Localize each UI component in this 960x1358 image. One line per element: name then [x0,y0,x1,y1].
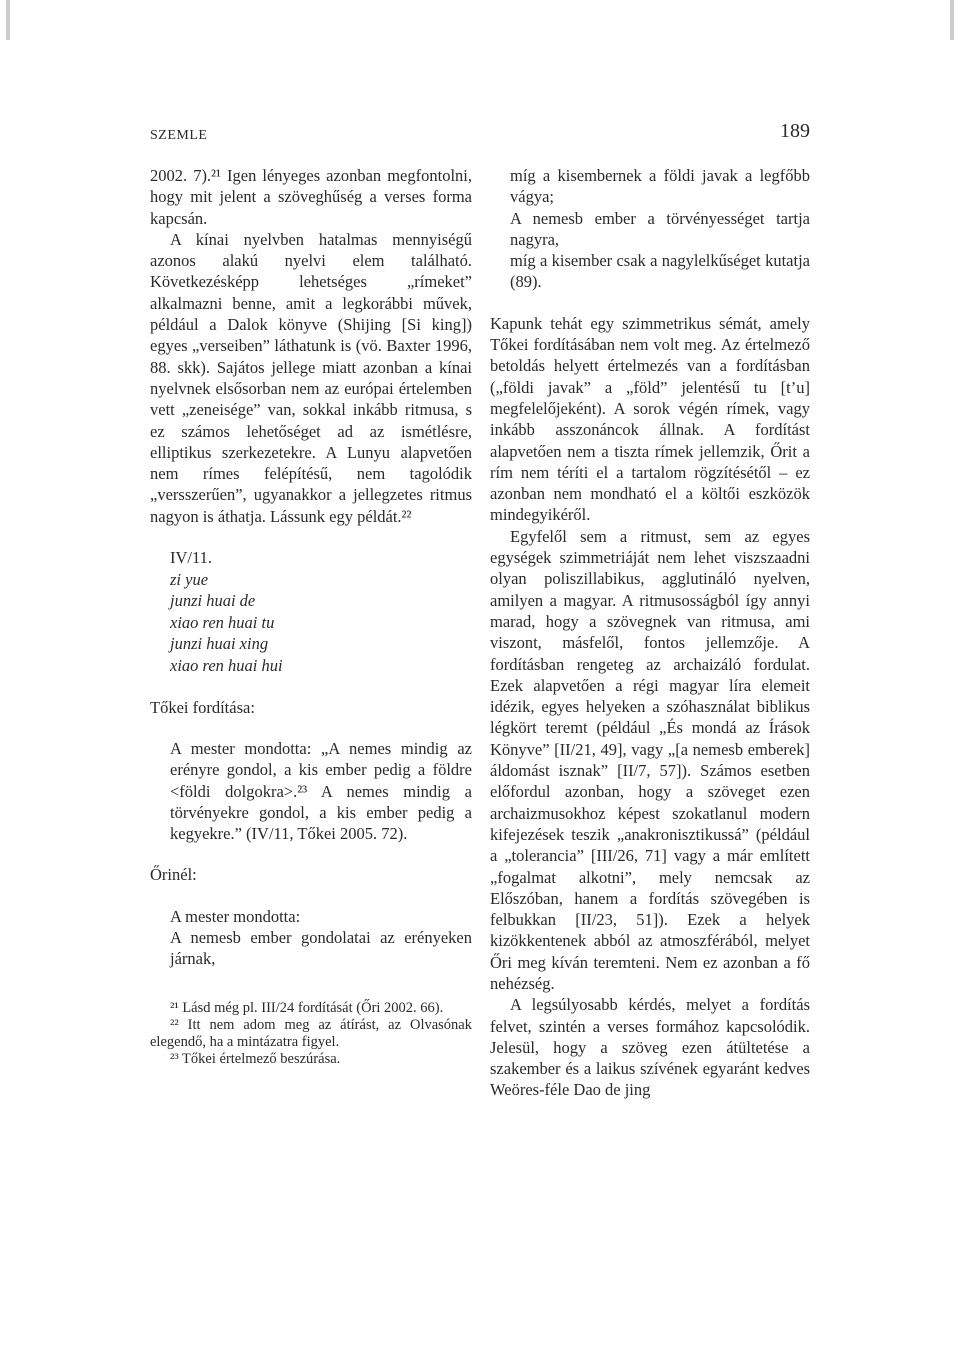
paragraph-rhyme: A kínai nyelvben hatalmas mennyiségű azonos alakú nyelvi elem található. Következésképp lehetséges „rímeket” alkalmazni benne, amit a legkorábbi művek, például a Dalok könyve (Shijing [Si king]) egyes „verseiben” láthatunk is (vö. Baxter 1996, 88. skk). Sajátos jellege miatt azonban a kínai nyelvnek elsősorban nem az európai értelemben vett „zeneisége” van, sokkal inkább ritmusa, s ez számos lehetőséget ad az ismétlésre, elliptikus szerkezetekre. A Lunyu alapvetően nem rímes felépítésű, nem tagolódik „versszerűen”, ugyanakkor a jellegzetes ritmus nagyon is áthatja. Lássunk egy példát.²² [150,229,472,526]
poem-line: xiao ren huai hui [170,656,283,676]
verse-line: míg a kisember csak a nagylelkűséget kutatja (89). [510,251,810,292]
right-column [490,165,810,1101]
section-title: SZEMLE [150,128,208,143]
transliterated-poem [170,547,472,677]
poem-line: junzi huai xing [170,634,269,654]
footnote-23: ²³ Tőkei értelmező beszúrása. [170,1050,341,1067]
ori-label: Őrinél: [150,865,197,885]
verse-line: míg a kisembernek a földi javak a legfőbb vágya; [510,166,810,207]
left-column [150,165,472,1068]
ori-translation-line: A mester mondotta: [170,906,301,926]
paragraph-rhythm: Egyfelől sem a ritmust, sem az egyes egységek szimmetriáját nem lehet viszszaadni olyan poliszillabikus, agglutináló nyelven, amilyen a magyar. A ritmusosságból így annyi marad, hogy a szövegnek van ritmusa, ami viszont, másfelől, fontos jellemzője. A fordításban rengeteg az archaizáló fordulat. Ezek alapvetően a régi magyar líra elemeit idézik, egyes helyeken a szóhasználat biblikus légkört teremt (például „És mondá az Írások Könyve” [II/21, 49], vagy „[a nemesb emberek] áldomást isznak” [II/7, 57]). Számos esetben előfordul azonban, hogy a szöveget ezen archaizmusokhoz képest szokatlanul modern kifejezések teszik „anakronisztikussá” (például a „tolerancia” [III/26, 71] vagy a már említett „fogalmat alkotni”, mely nemcsak az Előszóban, hanem a fordítás szövegében is felbukkan [II/23, 51]). Ezek a helyek kizökkentenek abból az atmoszférából, melyet Őri meg kíván teremteni. Nem ez azonban a fő nehézség. [490,526,810,993]
footnote-21: ²¹ Lásd még pl. III/24 fordítását (Őri 2002. 66). [170,999,444,1016]
paragraph-symmetry: Kapunk tehát egy szimmetrikus sémát, amely Tőkei fordításában nem volt meg. Az értelmező betoldás helyett értelmezés van a fordításban („földi javak” a „föld” jelentésű tu [t’u] megfelelőjeként). A sorok végén rímek, vagy inkább asszonáncok állnak. A fordítást alapvetően nem a tiszta rímek jellemzik, Őrit a rím nem téríti el a tartalom rögzítésétől – ez azonban nem mondható el a költői eszközök mindegyikéről. [490,313,810,525]
poem-line: junzi huai de [170,591,256,611]
tokei-label: Tőkei fordítása: [150,697,255,717]
running-header [150,120,810,150]
poem-line: xiao ren huai tu [170,612,275,632]
tokei-translation: A mester mondotta: „A nemes mindig az erényre gondol, a kis ember pedig a földre <földi dolgokra>.²³ A nemes mindig a törvényekre gondol, a kis ember pedig a kegyekre.” (IV/11, Tőkei 2005. 72). [170,738,472,844]
poem-reference: IV/11. [170,548,213,568]
verse-line: A nemesb ember a törvényességet tartja nagyra, [510,208,810,249]
poem-line: zi yue [170,569,209,589]
paragraph-continued: 2002. 7).²¹ Igen lényeges azonban megfontolni, hogy mit jelent a szöveghűség a verses forma kapcsán. [150,166,472,228]
footnote-22: ²² Itt nem adom meg az átírást, az Olvasónak elegendő, ha a mintázatra figyel. [150,1016,472,1050]
ori-translation-line: A nemesb ember gondolatai az erényeken járnak, [170,927,472,969]
page-number: 189 [780,120,810,142]
scan-edge-mark-right [950,0,954,40]
scan-edge-mark-left [6,0,10,40]
paragraph-verse-form: A legsúlyosabb kérdés, melyet a fordítás felvet, szintén a verses formához kapcsolódik. Jelesül, hogy a szöveg ezen átültetése a szakember és a laikus szívének egyaránt kedves Weöres-féle Dao de jing [490,995,810,1100]
